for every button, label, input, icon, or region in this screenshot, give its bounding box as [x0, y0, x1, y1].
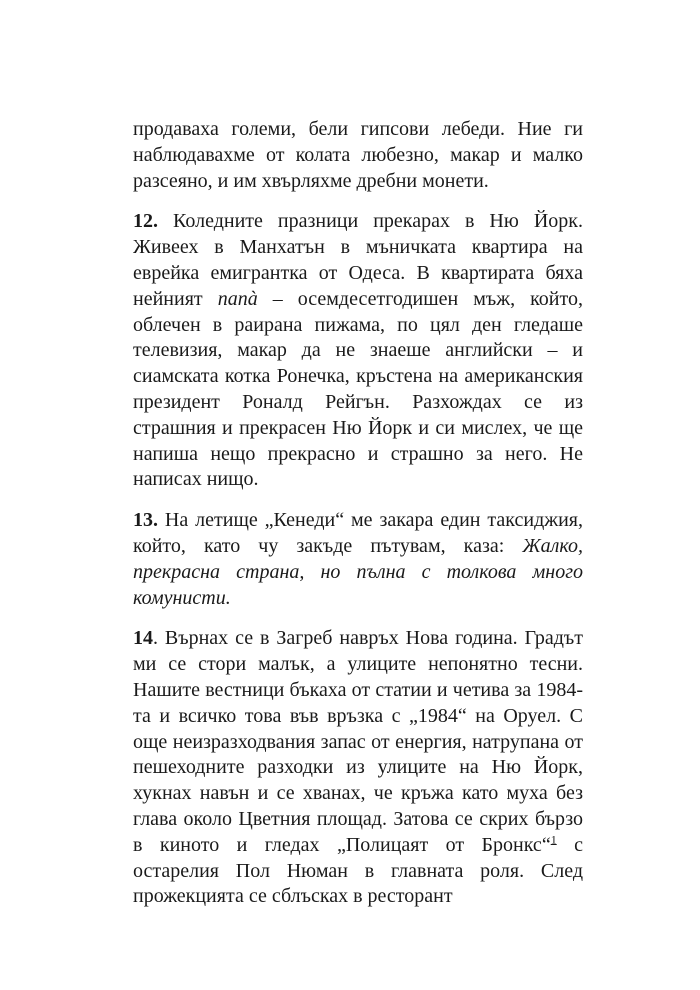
paragraph-text: На летище „Кенеди“ ме закара един таксиджия, който, като чу закъде пътувам, каза: — [133, 509, 583, 557]
paragraph-text: Коледните празници прекарах в Ню Йорк. Живеех в Манхатън в мъничката квартира на еврейка емигрантка от Одеса. В квартирата бяха нейният — [133, 210, 583, 310]
italic-quote: Жалко, прекрасна страна, но пълна с толкова много комунисти. — [133, 534, 583, 609]
italic-word: папà — [217, 287, 258, 310]
paragraph-number: 13. — [133, 509, 158, 532]
paragraph-text: с остарелия Пол Нюман в главната роля. След прожекцията се сблъсках в ресторант — [133, 833, 583, 908]
paragraph-number: 12. — [133, 210, 158, 233]
paragraph-text: продаваха големи, бели гипсови лебеди. Ние ги наблюдавахме от колата любезно, макар и малко разсеяно, и им хвърляхме дребни монети. — [133, 118, 583, 192]
paragraph-13 — [133, 508, 583, 611]
paragraph-text: . Върнах се в Загреб навръх Нова година. Градът ми се стори малък, а улиците непонятно тесни. Нашите вестници бъкаха от статии и четива за 1984-та и всичко това във връзка с „1984“ на Оруел. С още неизразходвания запас от енергия, натрупана от пешеходните разходки из улиците на Ню Йорк, хукнах навън и се хванах, че кръжа като муха без глава около Цветния площад. Затова се скрих бързо в киното и гледах „Полицаят от Бронкс“ — [133, 627, 583, 856]
paragraph-text: – осемдесетгодишен мъж, който, облечен в раирана пижама, по цял ден гледаше телевизия, макар да не знаеше английски – и сиамската котка Ронечка, кръстена на американския президент Роналд Рейгън. Разхождах се из страшния и прекрасен Ню Йорк и си мислех, че ще напиша нещо прекрасно и страшно за него. Не написах нищо. — [133, 287, 583, 491]
paragraph-continuation — [133, 117, 583, 194]
paragraph-number: 14 — [133, 627, 153, 650]
paragraph-12 — [133, 209, 583, 493]
book-page-text — [133, 117, 583, 910]
footnote-link[interactable]: 1 — [550, 832, 557, 847]
paragraph-14 — [133, 626, 583, 910]
